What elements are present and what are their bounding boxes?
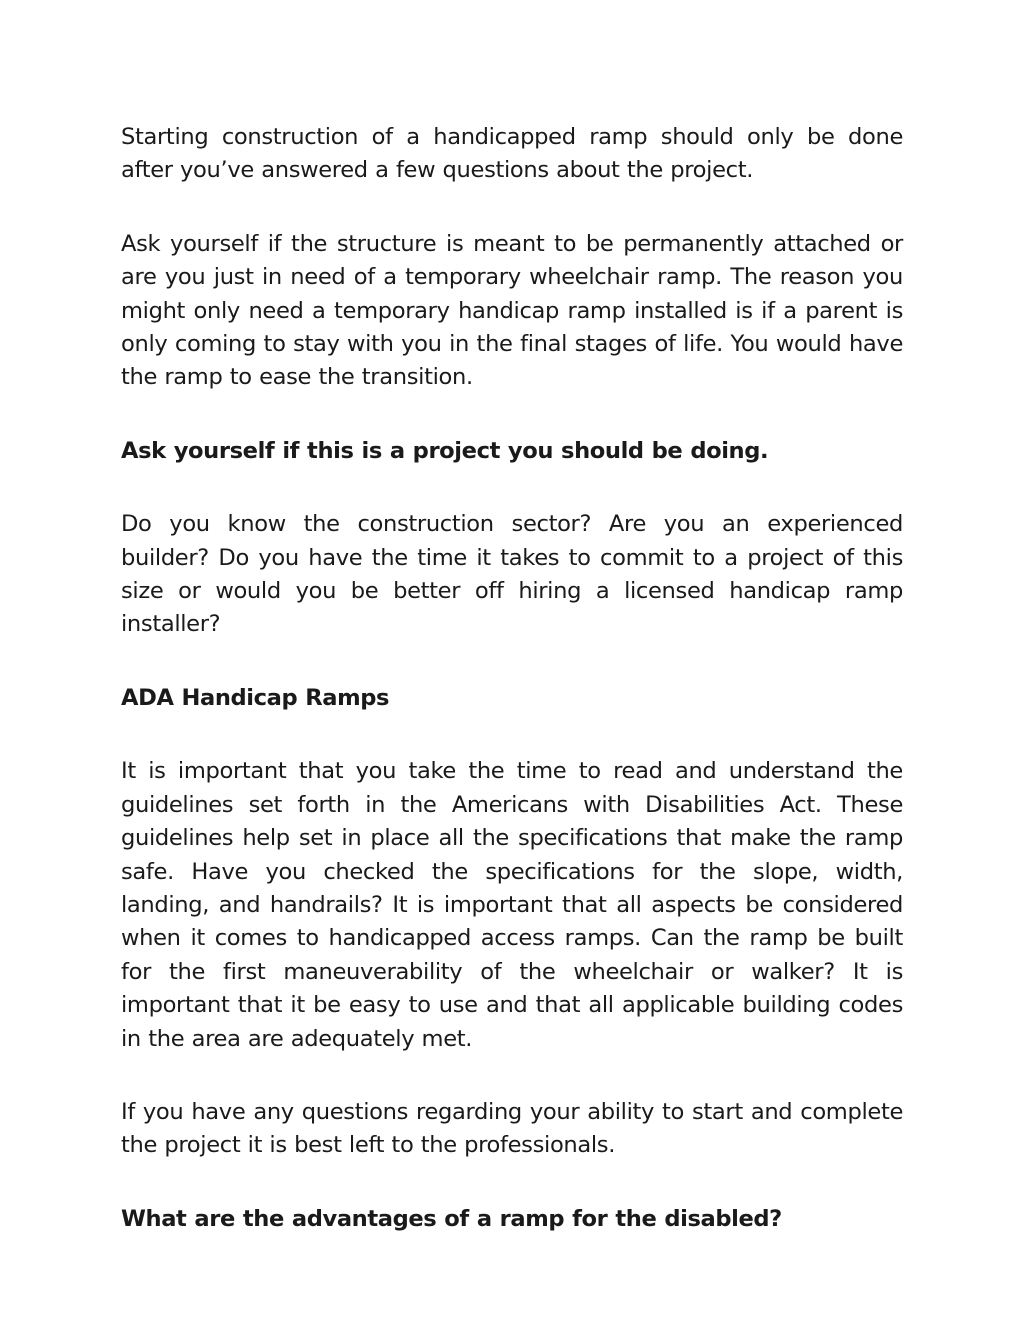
project-question-heading: Ask yourself if this is a project you should be doing.: [121, 437, 769, 464]
ada-ramps-heading: ADA Handicap Ramps: [121, 684, 390, 711]
temporary-ramp-paragraph: Ask yourself if the structure is meant to be permanently attached or are you just in need of a temporary wheelchair ramp. The reason you might only need a temporary handicap ramp installed is if a parent is only coming to stay with you in the final stages of life. You would have the ramp to ease the transition.: [121, 230, 903, 391]
document-page: [121, 121, 903, 1276]
ada-guidelines-paragraph: It is important that you take the time to read and understand the guidelines set forth in the Americans with Disabilities Act. These guidelines help set in place all the specifications that make the ramp safe. Have you checked the specifications for the slope, width, landing, and handrails? It is important that all aspects be considered when it comes to handicapped access ramps. Can the ramp be built for the first maneuverability of the wheelchair or walker? It is important that it be easy to use and that all applicable building codes in the area are adequately met.: [121, 758, 903, 1052]
professionals-paragraph: If you have any questions regarding your ability to start and complete the project it is best left to the professionals.: [121, 1098, 903, 1159]
intro-paragraph: Starting construction of a handicapped ramp should only be done after you’ve answered a few questions about the project.: [121, 124, 903, 184]
builder-experience-paragraph: Do you know the construction sector? Are you an experienced builder? Do you have the time it takes to commit to a project of this size or would you be better off hiring a licensed handicap ramp installer?: [121, 511, 903, 638]
advantages-heading: What are the advantages of a ramp for the disabled?: [121, 1205, 782, 1232]
